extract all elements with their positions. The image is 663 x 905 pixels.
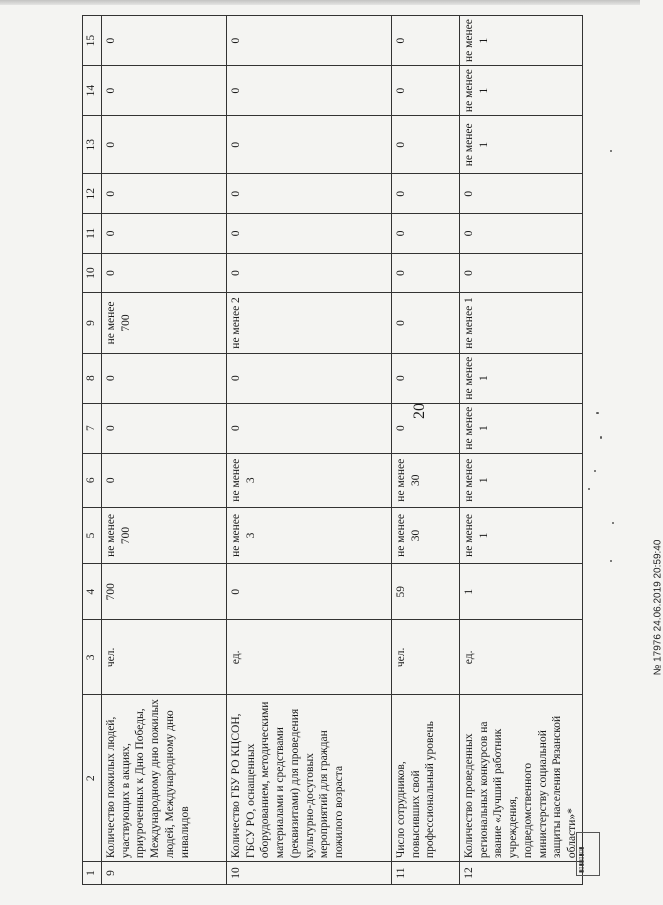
- value-cell: 0: [392, 116, 460, 174]
- indicator-name: Число сотрудников, повысивших свой профессиональный уровень: [392, 695, 460, 862]
- value-cell: 0: [227, 174, 392, 214]
- value-cell: 0: [102, 403, 227, 453]
- value-cell: 0: [227, 214, 392, 254]
- value-cell: не менее 30: [392, 453, 460, 507]
- unit-cell: ед.: [460, 620, 583, 695]
- header-cell: 14: [83, 66, 102, 116]
- header-cell: 7: [83, 403, 102, 453]
- value-cell: 0: [227, 403, 392, 453]
- header-cell: 15: [83, 16, 102, 66]
- indicator-name: Количество пожилых людей, участвующих в акциях, приуроченных к Дню Победы, Международному дню пожилых людей, Международному дню инвалидов: [102, 695, 227, 862]
- header-cell: 5: [83, 507, 102, 563]
- page-number: 20: [411, 403, 428, 419]
- header-cell: 13: [83, 116, 102, 174]
- table-row: [102, 16, 227, 885]
- value-cell: 0: [460, 214, 583, 254]
- value-cell: не менее 3: [227, 507, 392, 563]
- header-cell: 9: [83, 293, 102, 353]
- value-cell: не менее 700: [102, 293, 227, 353]
- unit-cell: чел.: [392, 620, 460, 695]
- table-row: [460, 16, 583, 885]
- header-cell: 2: [83, 695, 102, 862]
- scan-speck: [596, 412, 599, 414]
- value-cell: 0: [392, 214, 460, 254]
- unit-cell: чел.: [102, 620, 227, 695]
- value-cell: 0: [102, 453, 227, 507]
- value-cell: 0: [227, 564, 392, 620]
- header-cell: 10: [83, 253, 102, 293]
- header-cell: 8: [83, 353, 102, 403]
- value-cell: 0: [227, 66, 392, 116]
- scan-speck: [594, 470, 596, 472]
- value-cell: 0: [102, 253, 227, 293]
- indicators-table: [82, 15, 583, 885]
- value-cell: 0: [102, 214, 227, 254]
- scan-speck: [610, 560, 612, 562]
- row-number: 11: [392, 862, 460, 885]
- value-cell: 700: [102, 564, 227, 620]
- header-cell: 3: [83, 620, 102, 695]
- value-cell: не менее 1: [460, 293, 583, 353]
- value-cell: 0: [392, 253, 460, 293]
- row-number: 10: [227, 862, 392, 885]
- row-number: 9: [102, 862, 227, 885]
- value-cell: не менее 1: [460, 116, 583, 174]
- row-number: 12: [460, 862, 583, 885]
- value-cell: 0: [227, 353, 392, 403]
- value-cell: не менее 1: [460, 353, 583, 403]
- value-cell: 59: [392, 564, 460, 620]
- value-cell: не менее 1: [460, 403, 583, 453]
- unit-cell: ед.: [227, 620, 392, 695]
- table-row: [392, 16, 460, 885]
- table-container: [82, 0, 632, 885]
- value-cell: 0: [392, 16, 460, 66]
- value-cell: 0: [392, 66, 460, 116]
- scan-speck: [610, 150, 612, 152]
- indicator-name: Количество ГБУ РО КЦСОН, ГБСУ РО, оснащенных оборудованием, методическими материалами и средствами (реквизитами) для проведения культурно-досуговых мероприятий для граждан пожилого возраста: [227, 695, 392, 862]
- indicator-name: Количество проведенных региональных конкурсов на звание «Лучший работник учреждения, подведомственного министерству социальной защиты населения Рязанской области»*: [460, 695, 583, 862]
- value-cell: не менее 30: [392, 507, 460, 563]
- value-cell: не менее 2: [227, 293, 392, 353]
- header-cell: 4: [83, 564, 102, 620]
- value-cell: 0: [392, 174, 460, 214]
- value-cell: 0: [392, 353, 460, 403]
- value-cell: не менее 1: [460, 66, 583, 116]
- value-cell: 0: [227, 116, 392, 174]
- value-cell: не менее 700: [102, 507, 227, 563]
- scan-speck: [600, 436, 602, 439]
- value-cell: 0: [460, 253, 583, 293]
- value-cell: 0: [227, 16, 392, 66]
- value-cell: 0: [392, 293, 460, 353]
- header-cell: 12: [83, 174, 102, 214]
- header-cell: 6: [83, 453, 102, 507]
- value-cell: 0: [102, 353, 227, 403]
- value-cell: 0: [102, 16, 227, 66]
- value-cell: 0: [392, 403, 460, 453]
- header-cell: 11: [83, 214, 102, 254]
- value-cell: 0: [227, 253, 392, 293]
- value-cell: 0: [102, 116, 227, 174]
- scan-speck: [612, 522, 614, 524]
- value-cell: не менее 1: [460, 453, 583, 507]
- value-cell: 0: [102, 174, 227, 214]
- table-row: [227, 16, 392, 885]
- table-header-row: [83, 16, 102, 885]
- scan-speck: [588, 488, 590, 490]
- value-cell: не менее 1: [460, 16, 583, 66]
- value-cell: не менее 3: [227, 453, 392, 507]
- value-cell: 1: [460, 564, 583, 620]
- value-cell: 0: [460, 174, 583, 214]
- header-cell: 1: [83, 862, 102, 885]
- registration-stamp: № 17976 24.06.2019 20:59:40: [652, 539, 663, 676]
- barcode-stamp: ▮▯▮▮▯▮▯▮: [576, 832, 600, 876]
- value-cell: не менее 1: [460, 507, 583, 563]
- value-cell: 0: [102, 66, 227, 116]
